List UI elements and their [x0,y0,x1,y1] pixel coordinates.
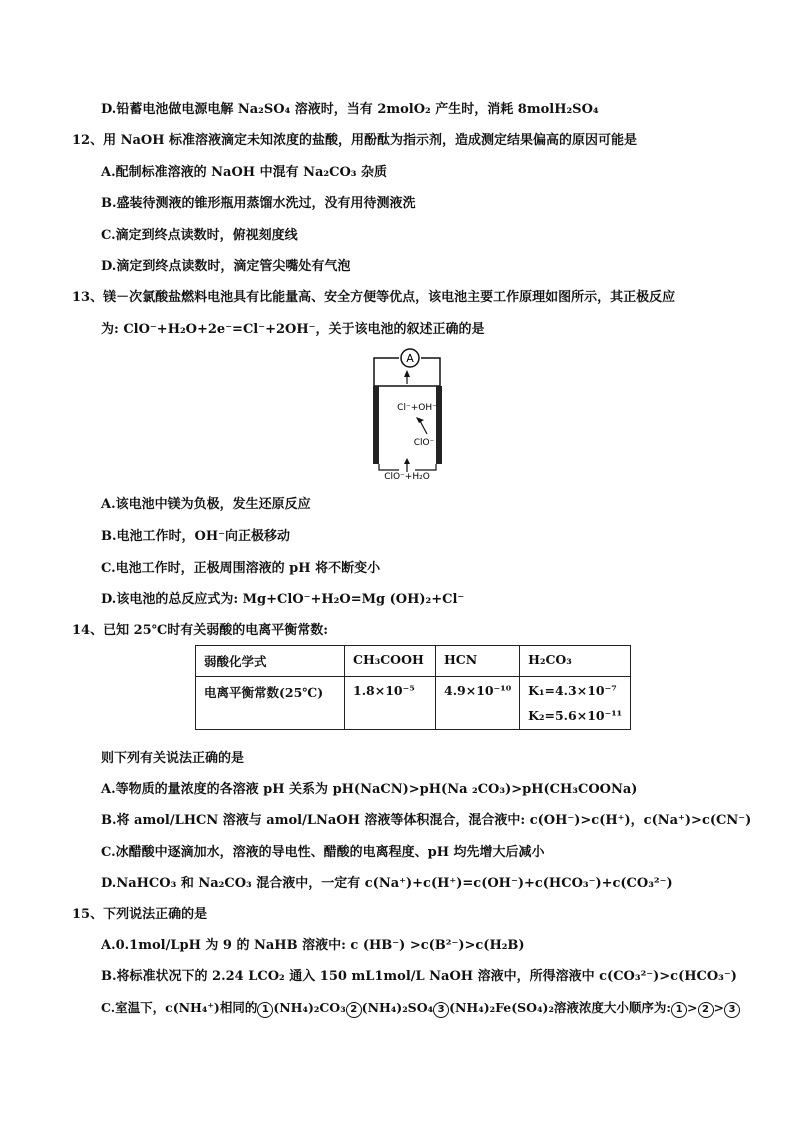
table-row-label: 电离平衡常数(25℃) [196,677,345,730]
q11-option-d: D.铅蓄电池做电源电解 Na₂SO₄ 溶液时，当有 2molO₂ 产生时，消耗 8molH₂SO₄ [101,102,599,117]
ion-mid-label: ClO⁻ [413,438,435,448]
q14-option-b: B.将 amol/LHCN 溶液与 amol/LNaOH 溶液等体积混合，混合液中: c(OH⁻)>c(H⁺)，c(Na⁺)>c(CN⁻) [101,813,752,828]
ionization-constant-table [195,645,631,730]
table-header-cell: H₂CO₃ [520,646,631,677]
q15-option-c: C.室温下，c(NH₄⁺)相同的 1 (NH₄)₂CO₃ 2 (NH₄)₂SO₄ 3 (NH₄)₂Fe(SO₄)₂溶液浓度大小顺序为: 1 > 2 > 3 [101,999,740,1018]
q13-option-d: D.该电池的总反应式为: Mg+ClO⁻+H₂O=Mg (OH)₂+Cl⁻ [101,592,465,607]
circled-number: 1 [671,1002,687,1018]
q15-option-a: A.0.1mol/LpH 为 9 的 NaHB 溶液中: c (HB⁻) >c(B²⁻)>c(H₂B) [101,938,525,953]
q15-c-compound: (NH₄)₂Fe(SO₄)₂溶液浓度大小顺序为: [449,1000,672,1015]
circled-number: 3 [433,1002,449,1018]
q14-prompt: 则下列有关说法正确的是 [101,751,245,766]
q14-option-a: A.等物质的量浓度的各溶液 pH 关系为 pH(NaCN)>pH(Na ₂CO₃)>pH(CH₃COONa) [101,782,638,797]
ammeter-label: A [406,352,414,365]
circled-number: 2 [346,1002,362,1018]
q15-c-text: C.室温下，c(NH₄⁺)相同的 [101,1000,258,1015]
table-cell-k1: K₁=4.3×10⁻⁷ [528,683,617,698]
q15-c-compound: (NH₄)₂SO₄ [361,1000,434,1015]
table-header-cell: 弱酸化学式 [196,646,345,677]
ions-top-label: Cl⁻+OH⁻ [397,403,437,413]
ions-bottom-label: ClO⁻+H₂O [384,472,430,480]
q14-option-d: D.NaHCO₃ 和 Na₂CO₃ 混合液中，一定有 c(Na⁺)+c(H⁺)=c(OH⁻)+c(HCO₃⁻)+c(CO₃²⁻) [101,876,673,891]
q12-option-c: C.滴定到终点读数时，俯视刻度线 [101,228,298,243]
table-cell-k2: K₂=5.6×10⁻¹¹ [528,708,623,723]
q13-option-a: A.该电池中镁为负极，发生还原反应 [101,497,311,512]
q13-stem: 13、镁－次氯酸盐燃料电池具有比能量高、安全方便等优点，该电池主要工作原理如图所示，其正极反应 [72,290,676,305]
q12-option-d: D.滴定到终点读数时，滴定管尖嘴处有气泡 [101,259,351,274]
circled-number: 3 [724,1002,740,1018]
magnesium-electrode [373,386,379,464]
table-header-cell: CH₃COOH [345,646,436,677]
q15-stem: 15、下列说法正确的是 [72,907,208,922]
q13-option-b: B.电池工作时，OH⁻向正极移动 [101,529,290,544]
q15-option-b: B.将标准状况下的 2.24 LCO₂ 通入 150 mL1mol/L NaOH 溶液中，所得溶液中 c(CO₃²⁻)>c(HCO₃⁻) [101,969,737,984]
q12-stem: 12、用 NaOH 标准溶液滴定未知浓度的盐酸，用酚酞为指示剂，造成测定结果偏高的原因可能是 [72,133,638,148]
battery-diagram [345,348,455,484]
table-cell [520,677,631,730]
table-cell: 4.9×10⁻¹⁰ [436,677,520,730]
q12-option-b: B.盛装待测液的锥形瓶用蒸馏水洗过，没有用待测液洗 [101,196,416,211]
q12-option-a: A.配制标准溶液的 NaOH 中混有 Na₂CO₃ 杂质 [101,165,387,180]
q15-c-compound: (NH₄)₂CO₃ [273,1000,346,1015]
q13-option-c: C.电池工作时，正极周围溶液的 pH 将不断变小 [101,561,381,576]
circled-number: 1 [257,1002,273,1018]
positive-electrode [436,386,442,464]
q13-stem-cont: 为: ClO⁻+H₂O+2e⁻=Cl⁻+2OH⁻，关于该电池的叙述正确的是 [101,322,485,337]
table-header-cell: HCN [436,646,520,677]
circled-number: 2 [698,1002,714,1018]
q14-stem: 14、已知 25℃时有关弱酸的电离平衡常数: [72,623,329,638]
q14-option-c: C.冰醋酸中逐滴加水，溶液的导电性、醋酸的电离程度、pH 均先增大后减小 [101,845,545,860]
table-cell: 1.8×10⁻⁵ [345,677,436,730]
